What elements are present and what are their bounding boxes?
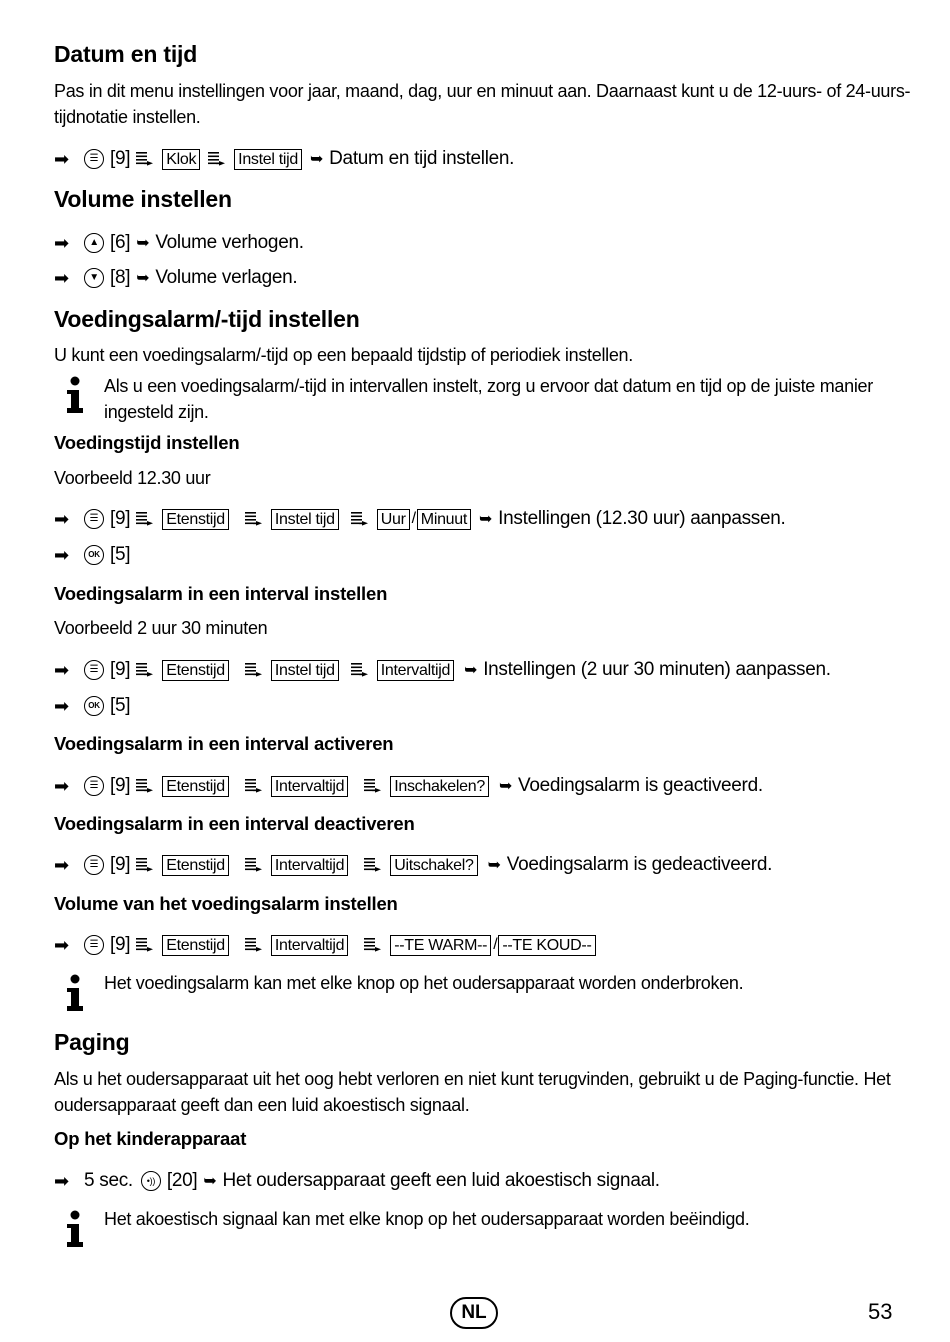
subheading-kinderapparaat: Op het kinderapparaat <box>54 1128 247 1149</box>
display-box-intervaltijd: Intervaltijd <box>377 660 454 681</box>
display-box-instel-tijd: Instel tijd <box>234 149 302 170</box>
paging-button-icon: •)) <box>141 1171 161 1191</box>
display-box-etenstijd: Etenstijd <box>162 660 229 681</box>
heading-datum-en-tijd: Datum en tijd <box>54 41 198 67</box>
display-box-uur: Uur <box>377 509 410 530</box>
example-voedingstijd: Voorbeeld 12.30 uur <box>54 468 211 488</box>
heading-voedingsalarm: Voedingsalarm/-tijd instellen <box>54 306 360 332</box>
key-number: [6] <box>110 232 131 253</box>
ok-button-icon: OK <box>84 696 104 716</box>
separator-slash: / <box>411 510 416 527</box>
paging-duration: 5 sec. <box>84 1170 133 1191</box>
result-arrow-icon: ➥ <box>310 151 324 168</box>
menu-button-icon: ☰ <box>84 149 104 169</box>
paragraph-paging: Als u het oudersapparaat uit het oog hebt verloren en niet kunt terugvinden, gebruikt u de Paging-functie. Het oudersapparaat geeft dan een luid akoestisch signaal. <box>54 1069 891 1115</box>
result-arrow-icon: ➥ <box>136 270 150 287</box>
display-box-intervaltijd: Intervaltijd <box>271 935 348 956</box>
step-voedingstijd-ok <box>54 542 136 568</box>
display-box-instel-tijd: Instel tijd <box>271 509 339 530</box>
heading-paging: Paging <box>54 1029 130 1055</box>
menu-scroll-icon <box>136 937 156 953</box>
step-datum <box>54 146 514 172</box>
result-arrow-icon: ➥ <box>487 857 501 874</box>
menu-scroll-icon <box>136 857 156 873</box>
key-number: [9] <box>110 775 131 796</box>
menu-scroll-icon <box>245 937 265 953</box>
step-volume-down <box>54 265 297 291</box>
result-arrow-icon: ➥ <box>479 511 493 528</box>
step-arrow-icon: ➡ <box>54 267 69 288</box>
menu-scroll-icon <box>136 151 156 167</box>
separator-slash: / <box>493 936 498 953</box>
result-arrow-icon: ➥ <box>203 1173 217 1190</box>
menu-scroll-icon <box>245 857 265 873</box>
step-arrow-icon: ➡ <box>54 934 69 955</box>
info-icon <box>64 974 86 1014</box>
step-result: Instellingen (12.30 uur) aanpassen. <box>498 508 786 529</box>
step-arrow-icon: ➡ <box>54 508 69 529</box>
result-arrow-icon: ➥ <box>498 778 513 795</box>
menu-scroll-icon <box>136 511 156 527</box>
menu-scroll-icon <box>136 778 156 794</box>
step-interval-instellen <box>54 657 831 683</box>
step-arrow-icon: ➡ <box>54 695 69 716</box>
step-result: Het oudersapparaat geeft een luid akoestisch signaal. <box>222 1170 660 1191</box>
step-interval-ok <box>54 693 136 719</box>
display-box-uitschakel: Uitschakel? <box>390 855 477 876</box>
step-arrow-icon: ➡ <box>54 232 69 253</box>
menu-scroll-icon <box>245 662 265 678</box>
step-interval-activeren <box>54 773 763 799</box>
key-number: [20] <box>166 1170 198 1191</box>
ok-button-icon: OK <box>84 545 104 565</box>
display-box-inschakelen: Inschakelen? <box>390 776 489 797</box>
step-voedingstijd <box>54 506 786 532</box>
subheading-interval-deactiveren: Voedingsalarm in een interval deactiveren <box>54 813 415 834</box>
display-box-klok: Klok <box>162 149 200 170</box>
key-number: [8] <box>110 267 131 288</box>
display-box-etenstijd: Etenstijd <box>162 776 229 797</box>
menu-button-icon: ☰ <box>84 660 104 680</box>
menu-scroll-icon <box>136 662 156 678</box>
key-number: [9] <box>110 508 131 529</box>
display-box-instel-tijd: Instel tijd <box>271 660 339 681</box>
step-volume-voedingsalarm <box>54 932 604 958</box>
subheading-interval-activeren: Voedingsalarm in een interval activeren <box>54 733 394 754</box>
info-icon <box>64 376 86 416</box>
menu-scroll-icon <box>245 778 265 794</box>
up-button-icon: ▲ <box>84 233 104 253</box>
subheading-volume-voedingsalarm: Volume van het voedingsalarm instellen <box>54 893 398 914</box>
key-number: [5] <box>110 544 131 565</box>
menu-button-icon: ☰ <box>84 935 104 955</box>
key-number: [5] <box>110 695 131 716</box>
key-number: [9] <box>110 659 131 680</box>
display-box-intervaltijd: Intervaltijd <box>271 855 348 876</box>
step-volume-up <box>54 230 304 256</box>
key-number: [9] <box>110 934 131 955</box>
paragraph-datum: Pas in dit menu instellingen voor jaar, maand, dag, uur en minuut aan. Daarnaast kunt u de 12-uurs- of 24-uurs-tijdnotatie instellen. <box>54 81 911 127</box>
heading-volume: Volume instellen <box>54 186 232 212</box>
display-box-minuut: Minuut <box>417 509 471 530</box>
step-paging <box>54 1168 660 1194</box>
menu-scroll-icon <box>208 151 228 167</box>
result-arrow-icon: ➥ <box>464 662 478 679</box>
page-number: 53 <box>868 1299 893 1324</box>
step-result: Datum en tijd instellen. <box>329 148 515 169</box>
subheading-voedingstijd: Voedingstijd instellen <box>54 432 240 453</box>
step-arrow-icon: ➡ <box>54 775 69 796</box>
menu-button-icon: ☰ <box>84 509 104 529</box>
step-result: Voedingsalarm is gedeactiveerd. <box>506 854 773 875</box>
display-box-te-koud: --TE KOUD-- <box>498 935 595 956</box>
step-arrow-icon: ➡ <box>54 544 69 565</box>
subheading-interval-instellen: Voedingsalarm in een interval instellen <box>54 583 388 604</box>
display-box-etenstijd: Etenstijd <box>162 935 229 956</box>
info-icon <box>64 1210 86 1250</box>
example-interval: Voorbeeld 2 uur 30 minuten <box>54 618 268 638</box>
down-button-icon: ▼ <box>84 268 104 288</box>
info-note-onderbreken: Het voedingsalarm kan met elke knop op het oudersapparaat worden onderbroken. <box>104 973 744 993</box>
info-note-interval: Als u een voedingsalarm/-tijd in intervallen instelt, zorg u ervoor dat datum en tijd op de juiste manier ingesteld zijn. <box>104 376 873 422</box>
display-box-te-warm: --TE WARM-- <box>390 935 491 956</box>
menu-button-icon: ☰ <box>84 855 104 875</box>
step-result: Volume verlagen. <box>155 267 298 288</box>
step-arrow-icon: ➡ <box>54 854 69 875</box>
display-box-etenstijd: Etenstijd <box>162 855 229 876</box>
menu-scroll-icon <box>351 662 371 678</box>
paragraph-voedingsalarm: U kunt een voedingsalarm/-tijd op een bepaald tijdstip of periodiek instellen. <box>54 345 633 365</box>
menu-scroll-icon <box>364 778 384 794</box>
menu-scroll-icon <box>364 857 384 873</box>
menu-scroll-icon <box>245 511 265 527</box>
display-box-intervaltijd: Intervaltijd <box>271 776 348 797</box>
step-arrow-icon: ➡ <box>54 148 69 169</box>
step-result: Volume verhogen. <box>155 232 304 253</box>
step-interval-deactiveren <box>54 852 772 878</box>
key-number: [9] <box>110 854 131 875</box>
result-arrow-icon: ➥ <box>136 235 150 252</box>
menu-button-icon: ☰ <box>84 776 104 796</box>
step-arrow-icon: ➡ <box>54 1170 69 1191</box>
step-result: Voedingsalarm is geactiveerd. <box>518 775 763 796</box>
menu-scroll-icon <box>351 511 371 527</box>
language-badge: NL <box>450 1297 498 1329</box>
menu-scroll-icon <box>364 937 384 953</box>
info-note-paging: Het akoestisch signaal kan met elke knop op het oudersapparaat worden beëindigd. <box>104 1209 750 1229</box>
key-number: [9] <box>110 148 131 169</box>
step-arrow-icon: ➡ <box>54 659 69 680</box>
display-box-etenstijd: Etenstijd <box>162 509 229 530</box>
step-result: Instellingen (2 uur 30 minuten) aanpassen. <box>483 659 831 680</box>
